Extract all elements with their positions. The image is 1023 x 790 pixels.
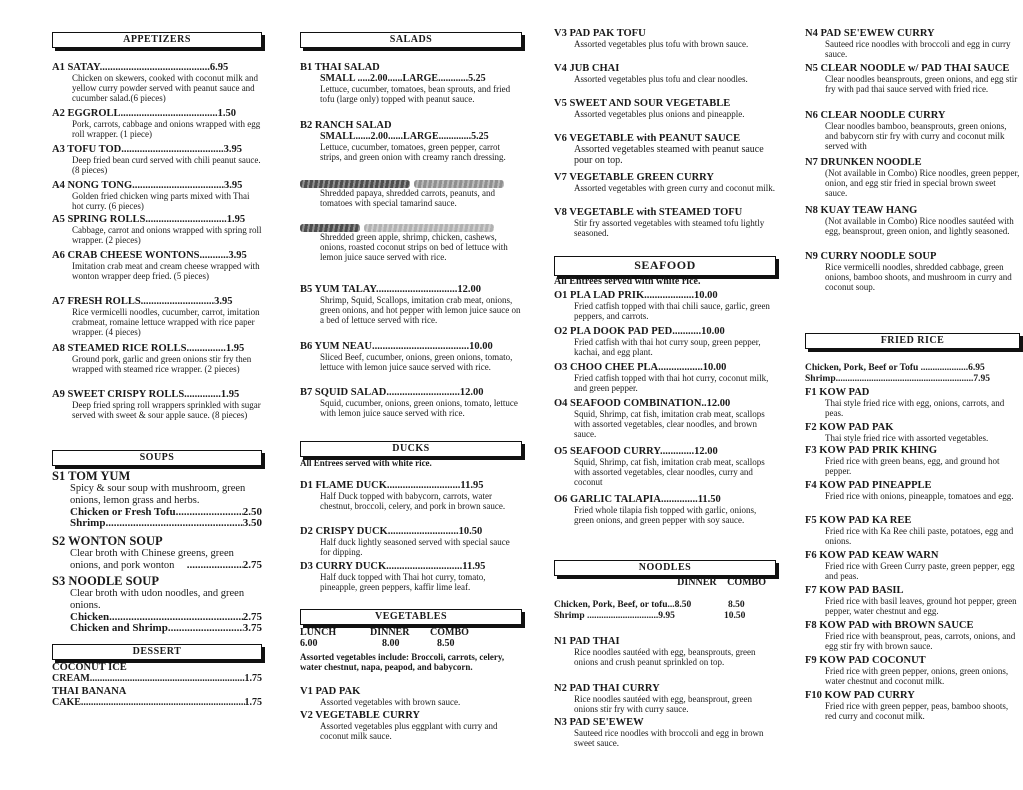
menu-item (52, 214, 262, 245)
menu-item (554, 326, 776, 357)
item-desc: Clear broth with Chinese greens, green onions, and pork wonton (70, 548, 234, 571)
item-title: D1 FLAME DUCK............................11.95 (300, 480, 484, 491)
item-title: F3 KOW PAD PRIK KHING (805, 445, 938, 456)
veg-prices: 6.00 8.00 8.50 (300, 638, 455, 649)
item-desc: Fried rice with beansprout, peas, carrots, onions, and egg stir fry with brown sauce. (825, 631, 1016, 651)
menu-item (300, 120, 522, 162)
item-title: F9 KOW PAD COCONUT (805, 655, 926, 666)
item-title: A2 EGGROLL.....................................1.50 (52, 108, 237, 119)
item-desc: Fried rice with Green Curry paste, green pepper, egg and peas. (825, 561, 1015, 581)
item-title: S1 TOM YUM (52, 470, 131, 483)
item-title: V8 VEGETABLE with STEAMED TOFU (554, 207, 743, 218)
menu-item (52, 62, 262, 103)
item-title: D2 CRISPY DUCK...........................10.50 (300, 526, 483, 537)
menu-item (554, 362, 776, 393)
menu-item (554, 636, 776, 667)
item-desc: (Not available in Combo) Rice noodles sautéed with egg, beansprout, green onion, and lightly seasoned. (825, 216, 1014, 236)
item-desc: Assorted vegetables plus tofu and clear noodles. (574, 74, 748, 84)
menu-item (300, 284, 522, 325)
menu-item (805, 585, 1020, 616)
item-desc: Imitation crab meat and cream cheese wrapped with wonton wrapper deep fried. (5 pieces) (72, 261, 260, 281)
item-title: B5 YUM TALAY...............................12.00 (300, 284, 482, 295)
menu-item (805, 690, 1020, 721)
item-desc: Squid, Shrimp, cat fish, imitation crab meat, scallops with assorted vegetables, clear noodles, curry and coconut (574, 457, 765, 487)
item-title: V6 VEGETABLE with PEANUT SAUCE (554, 133, 741, 144)
menu-item (554, 133, 776, 166)
menu-item (300, 387, 522, 418)
item-title: B6 YUM NEAU.....................................10.00 (300, 341, 493, 352)
seafood-header: SEAFOOD (554, 256, 776, 276)
item-desc: Fried rice with green pepper, peas, bamboo shoots, red curry and coconut milk. (825, 701, 1009, 721)
rice-price-row: Chicken, Pork, Beef or Tofu ....................6.95 (805, 363, 985, 373)
menu-item (554, 494, 776, 525)
dessert-item (52, 686, 262, 708)
menu-item (554, 398, 776, 439)
item-desc: Fried rice with onions, pineapple, tomatoes and egg. (825, 491, 1014, 501)
vegetables-header: VEGETABLES (300, 609, 522, 625)
menu-item (805, 422, 1020, 443)
item-title: V2 VEGETABLE CURRY (300, 710, 421, 721)
item-title: B7 SQUID SALAD............................12.00 (300, 387, 484, 398)
item-desc: (Not available in Combo) Rice noodles, green pepper, onion, and egg stir fried in special brown sweet sauce. (825, 168, 1020, 198)
menu-item (554, 290, 776, 321)
item-desc: Half duck topped with Thai hot curry, tomato, pineapple, green peppers, kaffir lime leaf. (320, 572, 486, 592)
item-title: A4 NONG TONG...................................3.95 (52, 180, 243, 191)
item-title: COCONUT ICE (52, 662, 127, 673)
noodles-price-row: Shrimp ..............................9.95 10.50 (554, 611, 746, 621)
item-desc: Thai style fried rice with assorted vegetables. (825, 433, 989, 443)
item-title: S3 NOODLE SOUP (52, 575, 159, 588)
redacted-title (300, 224, 522, 232)
item-desc: Fried whole tilapia fish topped with garlic, onions, green onions, and green pepper with soy sauce. (574, 505, 757, 525)
noodles-header: NOODLES (554, 560, 776, 576)
rice-price-row: Shrimp..........................................................7.95 (805, 374, 990, 384)
price-row: Shrimp ..... 3.50 (52, 518, 262, 529)
item-title: N7 DRUNKEN NOODLE (805, 157, 922, 168)
item-desc: Sliced Beef, cucumber, onions, green onions, tomato, lettuce with lemon juice sauce served with rice. (320, 352, 513, 372)
item-title: A6 CRAB CHEESE WONTONS...........3.95 (52, 250, 247, 261)
item-desc: Assorted vegetables with green curry and coconut milk. (574, 183, 775, 193)
item-title: F4 KOW PAD PINEAPPLE (805, 480, 932, 491)
item-desc: Cabbage, carrot and onions wrapped with spring roll wrapper. (2 pieces) (72, 225, 262, 245)
item-sizes: SMALL .....2.00......LARGE............5.25 (320, 73, 486, 84)
item-title: F5 KOW PAD KA REE (805, 515, 912, 526)
item-desc: Deep fried spring roll wrappers sprinkled with sugar served with sweet & sour apple sauce. (8 pieces) (72, 400, 261, 420)
noodles-price-row: Chicken, Pork, Beef, or tofu...8.50 8.50 (554, 600, 745, 610)
item-title: A7 FRESH ROLLS............................3.95 (52, 296, 233, 307)
menu-item (52, 575, 262, 634)
menu-item (300, 62, 522, 104)
dessert-header: DESSERT (52, 644, 262, 660)
menu-item (554, 717, 776, 748)
ducks-note: All Entrees served with white rice. (300, 458, 432, 468)
item-title: N5 CLEAR NOODLE w/ PAD THAI SAUCE (805, 63, 1010, 74)
menu-item (300, 341, 522, 372)
menu-item (805, 63, 1020, 94)
menu-item (52, 470, 262, 529)
menu-item (300, 561, 522, 592)
ducks-header: DUCKS (300, 441, 522, 457)
item-desc: Ground pork, garlic and green onions stir fry then wrapped with steamed rice wrapper. (2 pieces) (72, 354, 252, 374)
seafood-note: All Entrees served with white rice. (554, 276, 701, 287)
item-desc: Lettuce, cucumber, tomatoes, bean sprouts, and fried tofu (large only) topped with peanut sauce. (320, 84, 511, 104)
item-title: A9 SWEET CRISPY ROLLS..............1.95 (52, 389, 240, 400)
item-desc: Deep fried bean curd served with chili peanut sauce. (8 pieces) (72, 155, 261, 175)
item-desc: Squid, cucumber, onions, green onions, tomato, lettuce with lemon juice sauce served with rice. (320, 398, 518, 418)
price-row: Chicken or Fresh Tofu ..... 2.50 (52, 507, 262, 518)
menu-item (52, 180, 262, 211)
veg-columns: LUNCH DINNER COMBO (300, 627, 469, 638)
item-title: O6 GARLIC TALAPIA..............11.50 (554, 494, 721, 505)
menu-item (554, 28, 776, 49)
item-desc: Fried catfish topped with thai hot curry, coconut milk, and green pepper. (574, 373, 769, 393)
menu-item (805, 205, 1020, 236)
menu-item (554, 207, 776, 238)
item-title: N8 KUAY TEAW HANG (805, 205, 918, 216)
item-title: A1 SATAY..........................................6.95 (52, 62, 229, 73)
item-desc: Assorted vegetables plus onions and pineapple. (574, 109, 745, 119)
item-desc: Shredded green apple, shrimp, chicken, cashews, onions, roasted coconut strips on bed of lettuce with lemon juice sauce served with rice. (320, 232, 508, 262)
menu-item (805, 480, 1020, 501)
menu-item (52, 535, 262, 571)
item-desc: Assorted vegetables with brown sauce. (320, 697, 461, 707)
item-desc: Fried catfish topped with thai chili sauce, garlic, green peppers, and carrots. (574, 301, 770, 321)
menu-item (554, 446, 776, 487)
item-desc: Chicken on skewers, cooked with coconut milk and yellow curry powder served with peanut sauce and cucumber salad.(6 pieces) (72, 73, 258, 103)
item-desc: Fried rice with green beans, egg, and ground hot pepper. (825, 456, 1000, 476)
item-desc: Clear noodles bamboo, beansprouts, green onions, and babycorn stir fry with curry and coconut milk served with (825, 121, 1007, 151)
menu-item (300, 710, 522, 741)
item-desc: Pork, carrots, cabbage and onions wrapped with egg roll wrapper. (1 piece) (72, 119, 261, 139)
item-title: V5 SWEET AND SOUR VEGETABLE (554, 98, 731, 109)
item-title: D3 CURRY DUCK.............................11.95 (300, 561, 486, 572)
menu-item (554, 63, 776, 84)
price-row: CREAM ..... 1.75 (52, 673, 262, 684)
item-desc: Shrimp, Squid, Scallops, imitation crab meat, onions, green onions, and hot pepper with lemon juice sauce on a bed of lettuce served with rice. (320, 295, 521, 325)
item-title: F6 KOW PAD KEAW WARN (805, 550, 939, 561)
price-row: ..... 2.75 (52, 560, 262, 571)
item-title: F2 KOW PAD PAK (805, 422, 894, 433)
item-title: O1 PLA LAD PRIK...................10.00 (554, 290, 718, 301)
item-desc: Fried rice with green pepper, onions, green onions, water chestnut and coconut milk. (825, 666, 1009, 686)
dessert-item (52, 662, 262, 684)
item-desc: Assorted vegetables plus eggplant with curry and coconut milk sauce. (320, 721, 498, 741)
item-title: A3 TOFU TOD.......................................3.95 (52, 144, 242, 155)
menu-item (52, 389, 262, 420)
item-title: B1 THAI SALAD (300, 62, 380, 73)
item-desc: Lettuce, cucumber, tomatoes, green pepper, carrot strips, and green onion with creamy ranch dressing. (320, 142, 506, 162)
menu-item (554, 683, 776, 714)
item-desc: Rice noodles sautéed with egg, beansprout, green onions stir fry with curry sauce. (574, 694, 752, 714)
item-title: V3 PAD PAK TOFU (554, 28, 646, 39)
item-title: THAI BANANA (52, 686, 127, 697)
item-desc: Thai style fried rice with egg, onions, carrots, and peas. (825, 398, 1005, 418)
item-desc: Fried catfish with thai hot curry soup, green pepper, kachai, and egg plant. (574, 337, 761, 357)
item-desc: Half duck lightly seasoned served with special sauce for dipping. (320, 537, 510, 557)
soups-header: SOUPS (52, 450, 262, 466)
item-desc: Clear broth with udon noodles, and green onions. (70, 588, 245, 611)
menu-item (805, 515, 1020, 546)
item-title: V1 PAD PAK (300, 686, 361, 697)
item-desc: Fried rice with Ka Ree chili paste, potatoes, egg and onions. (825, 526, 1014, 546)
item-desc: Golden fried chicken wing parts mixed with Thai hot curry. (6 pieces) (72, 191, 250, 211)
item-title: F1 KOW PAD (805, 387, 870, 398)
menu-item (554, 172, 776, 193)
item-title: F8 KOW PAD with BROWN SAUCE (805, 620, 974, 631)
item-title: V7 VEGETABLE GREEN CURRY (554, 172, 714, 183)
menu-item (805, 28, 1020, 59)
item-sizes: SMALL......2.00......LARGE.............5.25 (320, 131, 489, 142)
item-title: B2 RANCH SALAD (300, 120, 392, 131)
item-title: N3 PAD SE'EWEW (554, 717, 644, 728)
menu-item (805, 550, 1020, 581)
item-title: O3 CHOO CHEE PLA.................10.00 (554, 362, 727, 373)
menu-item (52, 108, 262, 139)
item-title: N2 PAD THAI CURRY (554, 683, 660, 694)
menu-item (554, 98, 776, 119)
item-title: A5 SPRING ROLLS...............................1.95 (52, 214, 246, 225)
item-desc: Sauteed rice noodles with broccoli and egg in curry sauce. (825, 39, 1011, 59)
item-title: F7 KOW PAD BASIL (805, 585, 904, 596)
menu-item (805, 620, 1020, 651)
noodles-columns: DINNER COMBO (677, 577, 766, 588)
item-title: O4 SEAFOOD COMBINATION..12.00 (554, 398, 731, 409)
fried-rice-header: FRIED RICE (805, 333, 1020, 349)
price-row: Chicken ..... 2.75 (52, 612, 262, 623)
menu-item (300, 224, 522, 262)
item-desc: Assorted vegetables steamed with peanut sauce pour on top. (574, 144, 764, 166)
menu-item (805, 387, 1020, 418)
item-desc: Sauteed rice noodles with broccoli and egg in brown sweet sauce. (574, 728, 764, 748)
menu-item (52, 296, 262, 337)
item-desc: Spicy & sour soup with mushroom, green onions, lemon grass and herbs. (70, 483, 246, 506)
item-desc: Rice vermicelli noodles, shredded cabbage, green onions, bamboo shoots, and mushroom in curry and coconut soup. (825, 262, 1012, 292)
menu-item (805, 445, 1020, 476)
item-title: S2 WONTON SOUP (52, 535, 163, 548)
menu-item (52, 144, 262, 175)
item-title: N4 PAD SE'EWEW CURRY (805, 28, 935, 39)
veg-note: Assorted vegetables include: Broccoli, carrots, celery, water chestnut, napa, peapod, and babycorn. (300, 652, 505, 672)
menu-item (300, 180, 522, 208)
item-title: V4 JUB CHAI (554, 63, 620, 74)
item-desc: Squid, Shrimp, cat fish, imitation crab meat, scallops with assorted vegetables, clear noodles, and brown sauce. (574, 409, 765, 439)
menu-item (805, 251, 1020, 292)
item-desc: Rice noodles sautéed with egg, beansprouts, green onions and crush peanut sprinkled on top. (574, 647, 756, 667)
menu-item (52, 343, 262, 374)
item-title: N6 CLEAR NOODLE CURRY (805, 110, 946, 121)
price-row: Chicken and Shrimp ..... 3.75 (52, 623, 262, 634)
menu-item (300, 526, 522, 557)
item-title: N9 CURRY NOODLE SOUP (805, 251, 937, 262)
menu-item (805, 110, 1020, 151)
item-title: O5 SEAFOOD CURRY.............12.00 (554, 446, 718, 457)
appetizers-header: APPETIZERS (52, 32, 262, 48)
menu-item (805, 655, 1020, 686)
item-title: N1 PAD THAI (554, 636, 620, 647)
item-title: A8 STEAMED RICE ROLLS...............1.95 (52, 343, 245, 354)
menu-item (300, 480, 522, 511)
menu-item (52, 250, 262, 281)
price-row: CAKE ..... 1.75 (52, 697, 262, 708)
item-desc: Assorted vegetables plus tofu with brown sauce. (574, 39, 749, 49)
item-desc: Fried rice with basil leaves, ground hot pepper, green pepper, water chestnut and egg. (825, 596, 1017, 616)
menu-item (805, 157, 1020, 198)
item-desc: Half Duck topped with babycorn, carrots, water chestnut, broccoli, celery, and pork in brown sauce. (320, 491, 506, 511)
salads-header: SALADS (300, 32, 522, 48)
item-title: O2 PLA DOOK PAD PED...........10.00 (554, 326, 725, 337)
item-desc: Rice vermicelli noodles, cucumber, carrot, imitation crabmeat, romaine lettuce wrapped with rice paper wrapper. (4 pieces) (72, 307, 260, 337)
item-desc: Shredded papaya, shredded carrots, peanuts, and tomatoes with special tamarind sauce. (320, 188, 495, 208)
item-desc: Stir fry assorted vegetables with steamed tofu lightly seasoned. (574, 218, 765, 238)
item-desc: Clear noodles beansprouts, green onions, and egg stir fry with pad thai sauce served with fried rice. (825, 74, 1018, 94)
redacted-title (300, 180, 522, 188)
item-title: F10 KOW PAD CURRY (805, 690, 915, 701)
menu-item (300, 686, 522, 707)
